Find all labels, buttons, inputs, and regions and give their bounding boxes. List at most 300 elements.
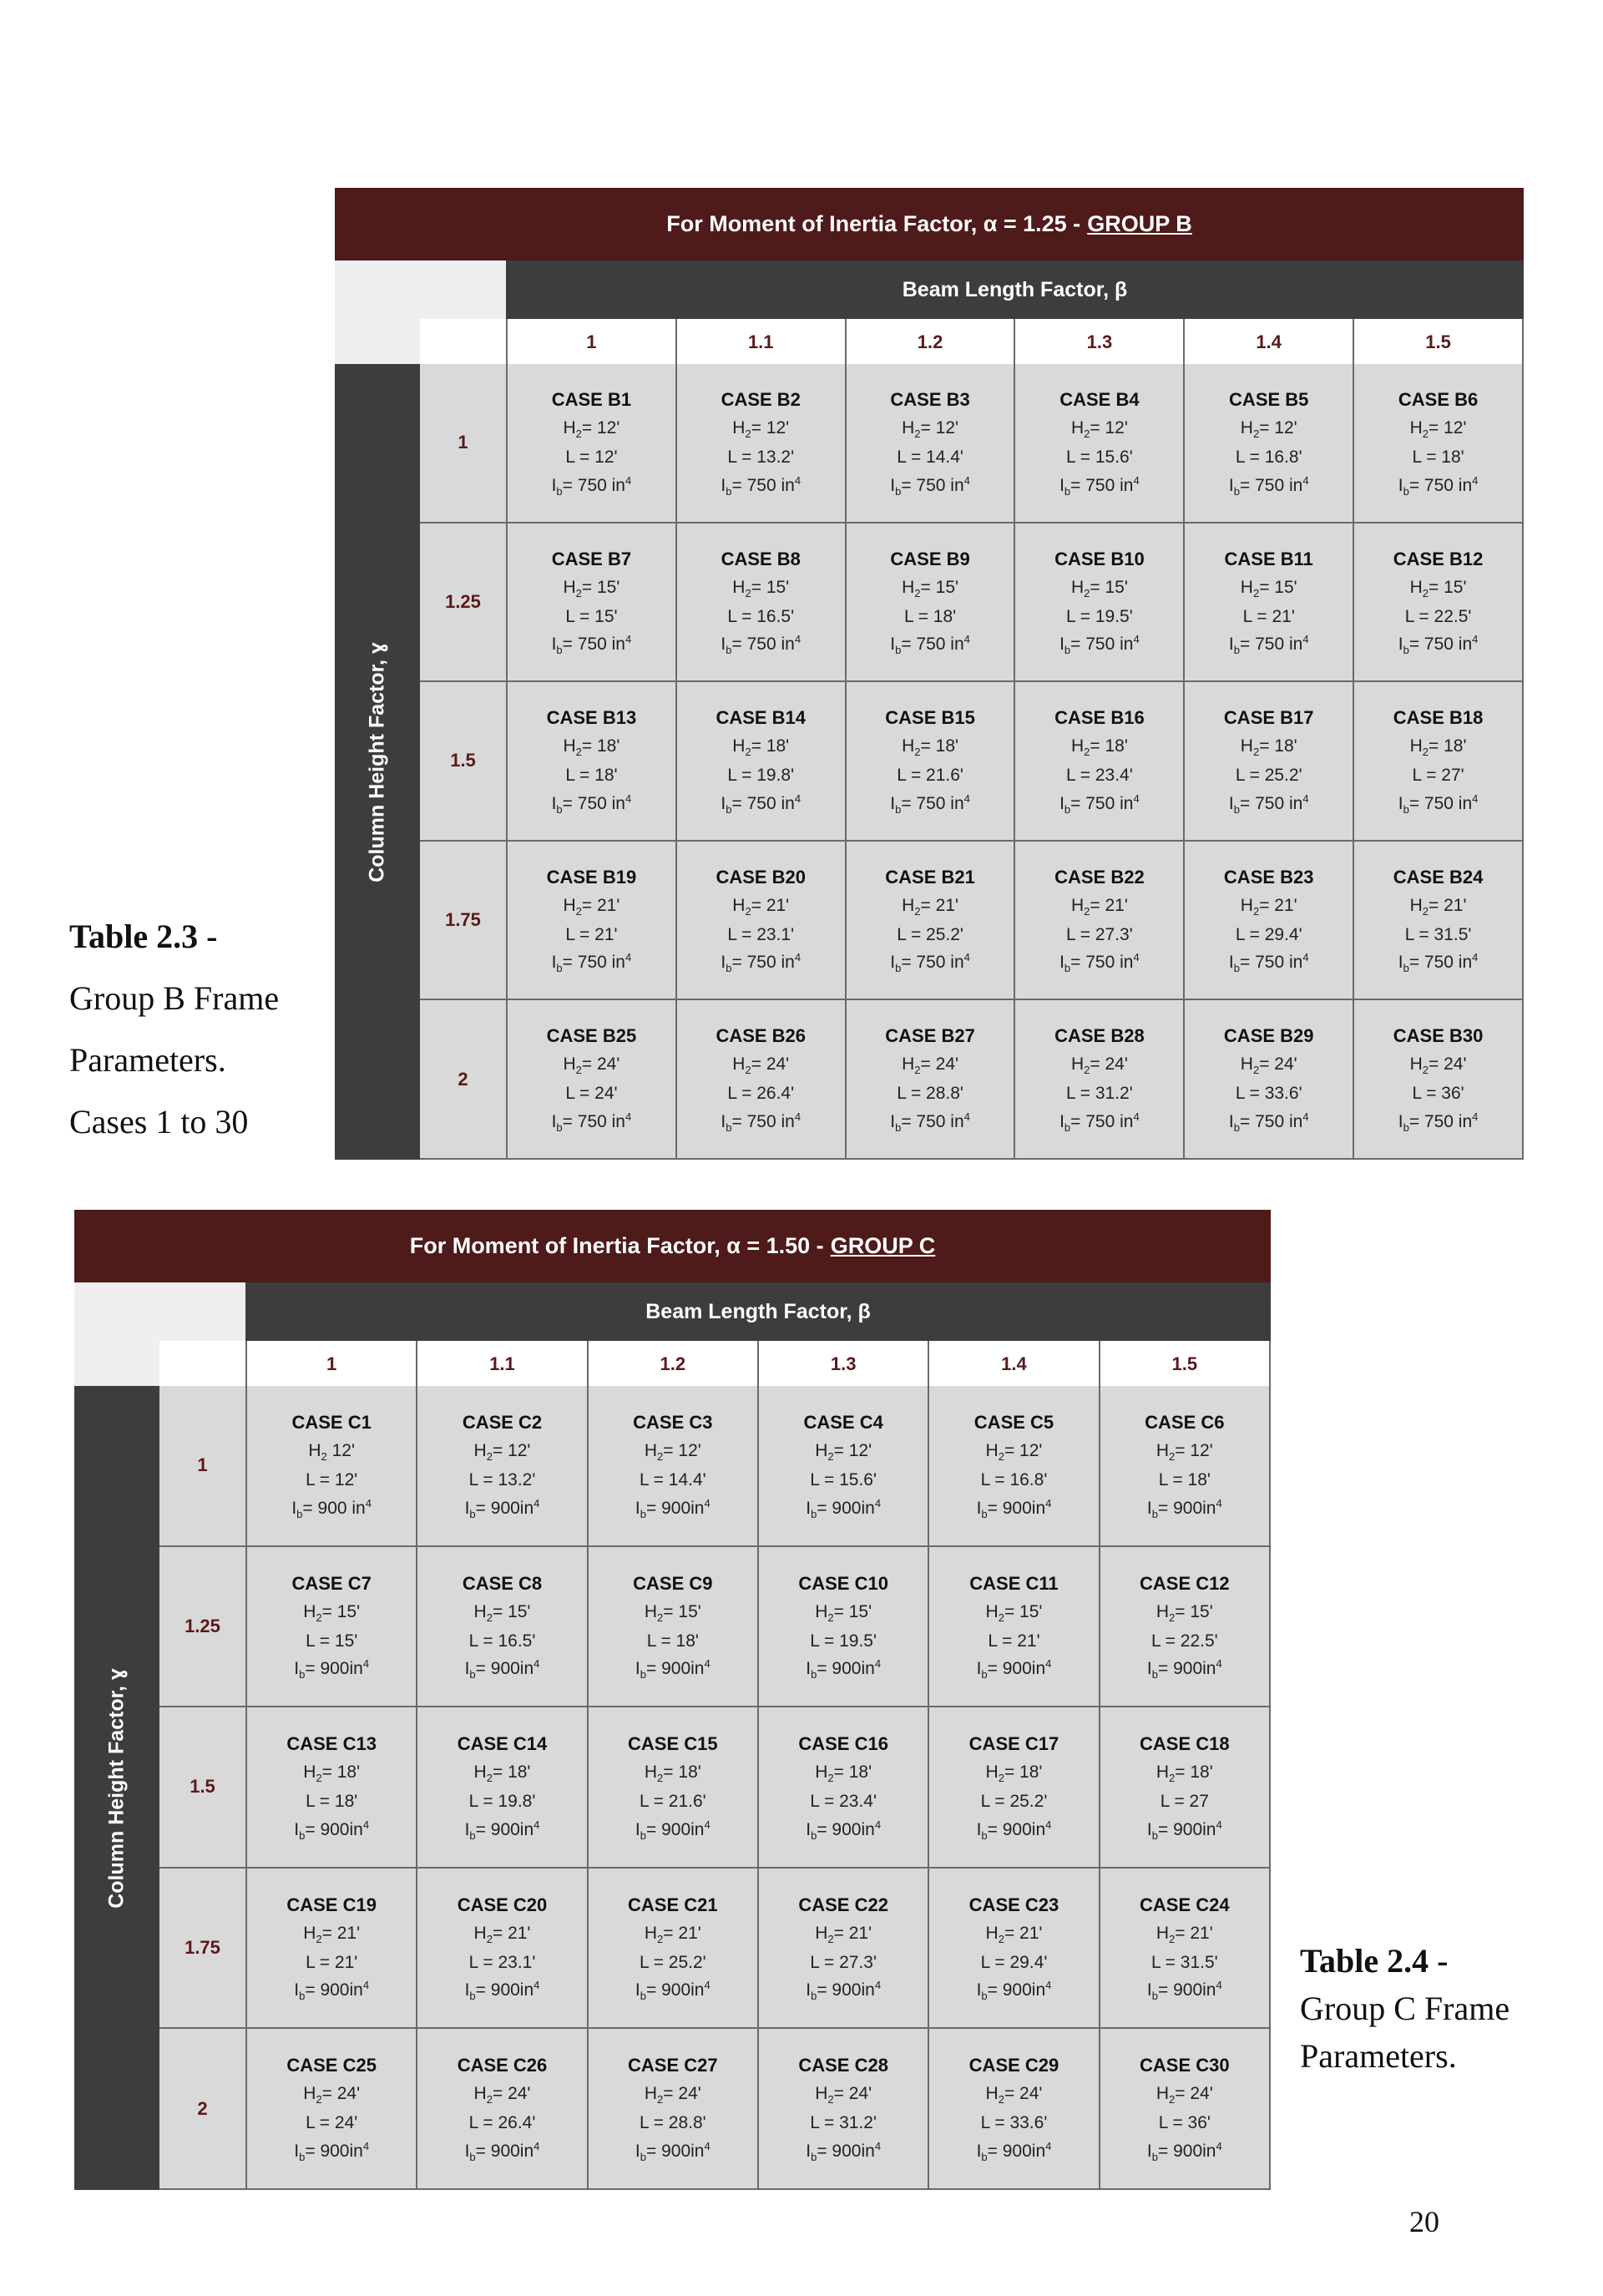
gamma-value: 1.5 (420, 682, 506, 840)
h-symbol: H (1070, 895, 1085, 915)
corner-white (159, 1341, 245, 1386)
case-name: CASE C11 (969, 1572, 1059, 1594)
beta-value: 1.5 (1353, 319, 1524, 366)
h-value: = 18' (1259, 736, 1297, 756)
h-subscript: 2 (486, 1611, 493, 1624)
beta-value: 1.4 (928, 1341, 1098, 1388)
inertia-line (465, 1976, 540, 2005)
case-cell (845, 523, 1014, 681)
h-symbol: H (473, 1923, 487, 1943)
beam-length-line: L = 29.4' (1235, 924, 1302, 944)
ib-symbol: I (806, 1819, 812, 1839)
h-value: = 21' (751, 895, 790, 915)
ib-symbol: I (1146, 1659, 1152, 1679)
ib-subscript: b (296, 1507, 303, 1520)
case-cell (1099, 2029, 1271, 2188)
ib-superscript: 4 (874, 1818, 882, 1831)
ib-symbol: I (464, 1498, 470, 1518)
case-cell (245, 1707, 416, 1867)
ib-value: = 900in (475, 1659, 534, 1679)
column-height-line (645, 1598, 701, 1627)
ib-subscript: b (895, 962, 902, 975)
beam-length-line: L = 18' (1158, 1470, 1211, 1490)
ib-symbol: I (464, 1980, 470, 2000)
ib-superscript: 4 (1472, 633, 1479, 646)
inertia-line (294, 2137, 369, 2167)
inertia-line (977, 1816, 1052, 1845)
ib-subscript: b (299, 1990, 306, 2003)
ib-subscript: b (1064, 484, 1071, 498)
h-value: = 15' (751, 577, 790, 597)
h-subscript: 2 (914, 427, 921, 441)
h-symbol: H (303, 1601, 316, 1621)
h-value: = 24' (751, 1054, 790, 1075)
inertia-line (977, 2137, 1052, 2167)
column-height-line (474, 2080, 531, 2109)
caption-title: Table 2.3 - (69, 918, 218, 955)
case-name: CASE B1 (551, 388, 632, 410)
beam-length-line: L = 22.5' (1150, 1631, 1218, 1651)
case-name: CASE B6 (1398, 388, 1479, 410)
h-symbol: H (732, 895, 746, 915)
h-value: = 12' (581, 418, 620, 438)
ib-superscript: 4 (533, 1657, 540, 1671)
column-height-line (474, 1598, 531, 1627)
case-name: CASE C17 (968, 1733, 1059, 1755)
h-subscript: 2 (745, 586, 751, 599)
ib-value: = 750 in (901, 793, 964, 813)
beam-length-line: L = 15.6' (810, 1470, 877, 1490)
case-name: CASE C12 (1140, 1572, 1230, 1594)
h-subscript: 2 (1252, 586, 1260, 599)
h-value: = 24' (1004, 2084, 1043, 2104)
ib-subscript: b (1403, 484, 1409, 498)
column-height-line (474, 1758, 531, 1788)
ib-subscript: b (1403, 803, 1409, 817)
ib-subscript: b (469, 1990, 476, 2003)
h-symbol: H (1155, 1441, 1170, 1461)
h-symbol: H (732, 577, 746, 597)
ib-symbol: I (1228, 475, 1234, 495)
h-symbol: H (1070, 736, 1085, 756)
ib-subscript: b (640, 1990, 646, 2003)
ib-symbol: I (1146, 2142, 1152, 2162)
ib-subscript: b (726, 644, 732, 657)
ib-value: = 900in (475, 2142, 534, 2162)
ib-value: = 750 in (1070, 475, 1134, 495)
ib-superscript: 4 (794, 951, 802, 964)
case-name: CASE C30 (1140, 2055, 1230, 2076)
ib-subscript: b (1233, 644, 1240, 657)
ib-value: = 900in (817, 1819, 875, 1839)
case-cell (1183, 682, 1353, 840)
h-symbol: H (1240, 577, 1253, 597)
beam-length-line: L = 12' (306, 1470, 358, 1490)
table-row (159, 1869, 1271, 2030)
ib-symbol: I (635, 1980, 640, 2000)
case-cell (416, 1547, 586, 1707)
ib-superscript: 4 (362, 1979, 370, 1992)
beam-length-line: L = 33.6' (980, 2113, 1048, 2133)
h-value: = 21' (1429, 895, 1467, 915)
case-cell (675, 364, 845, 522)
ib-symbol: I (1059, 475, 1064, 495)
column-height-line (563, 732, 619, 761)
ib-symbol: I (1059, 953, 1064, 973)
h-value: = 15' (492, 1601, 531, 1621)
h-value: = 12' (833, 1441, 872, 1461)
h-value: = 21' (1090, 895, 1128, 915)
inertia-line (635, 1816, 710, 1845)
h-symbol: H (902, 736, 915, 756)
ib-superscript: 4 (533, 1818, 540, 1831)
beam-length-line: L = 31.5' (1404, 924, 1472, 944)
inertia-line (1147, 1976, 1222, 2005)
caption-line: Parameters. (69, 1041, 226, 1079)
case-cell (928, 1386, 1098, 1545)
column-height-line (986, 1919, 1043, 1949)
ib-superscript: 4 (704, 1818, 710, 1831)
ib-subscript: b (640, 2151, 646, 2164)
ib-subscript: b (981, 1829, 988, 1843)
ib-value: = 900in (1157, 2142, 1216, 2162)
case-name: CASE B7 (551, 548, 632, 569)
ib-value: = 900in (475, 1498, 534, 1518)
h-symbol: H (1240, 895, 1253, 915)
ib-symbol: I (806, 2142, 812, 2162)
h-subscript: 2 (316, 1611, 322, 1624)
h-value: = 18' (581, 736, 620, 756)
h-value: = 24' (1429, 1054, 1467, 1075)
beta-value: 1.3 (757, 1341, 928, 1388)
h-value: = 18' (1429, 736, 1467, 756)
caption-line: Cases 1 to 30 (69, 1103, 249, 1140)
inertia-line (890, 472, 970, 501)
h-subscript: 2 (657, 1450, 664, 1464)
h-symbol: H (732, 1054, 746, 1075)
case-name: CASE C25 (286, 2055, 377, 2076)
beam-length-line: L = 24' (565, 1084, 618, 1104)
ib-symbol: I (890, 953, 896, 973)
h-symbol: H (985, 1441, 999, 1461)
ib-superscript: 4 (1302, 473, 1309, 487)
h-subscript: 2 (1422, 586, 1429, 599)
h-value: = 12' (1175, 1441, 1213, 1461)
h-value: = 24' (1259, 1054, 1297, 1075)
ib-superscript: 4 (1472, 1110, 1479, 1124)
ib-superscript: 4 (625, 951, 632, 964)
case-name: CASE B12 (1393, 548, 1484, 569)
ib-superscript: 4 (1216, 1657, 1222, 1671)
h-value: 12' (326, 1441, 355, 1461)
ib-superscript: 4 (1216, 1979, 1222, 1992)
h-subscript: 2 (1169, 1611, 1176, 1624)
case-name: CASE C26 (457, 2055, 548, 2076)
column-height-line (1410, 1050, 1467, 1080)
inertia-line (552, 1108, 632, 1137)
case-name: CASE C22 (798, 1894, 888, 1915)
ib-subscript: b (895, 484, 902, 498)
beam-length-line: L = 16.8' (1235, 448, 1302, 468)
case-name: CASE C18 (1140, 1733, 1230, 1755)
column-height-line (986, 1437, 1043, 1466)
case-cell (928, 2029, 1098, 2188)
ib-superscript: 4 (704, 1496, 710, 1510)
ib-value: = 750 in (562, 953, 625, 973)
column-height-header (74, 1386, 159, 2190)
inertia-line (635, 1976, 710, 2005)
case-cell (587, 1869, 757, 2028)
inertia-line (1059, 630, 1140, 660)
case-cell (506, 682, 675, 840)
h-symbol: H (644, 1762, 658, 1783)
ib-value: = 750 in (901, 635, 964, 655)
case-name: CASE C16 (798, 1733, 888, 1755)
beam-length-line: L = 15' (306, 1631, 358, 1651)
case-name: CASE B9 (890, 548, 970, 569)
ib-symbol: I (1146, 1498, 1152, 1518)
h-subscript: 2 (316, 1772, 322, 1785)
inertia-line (465, 1816, 540, 1845)
inertia-line (291, 1494, 372, 1524)
inertia-line (806, 2137, 881, 2167)
beam-length-line: L = 21.6' (897, 766, 963, 786)
beam-length-line: L = 22.5' (1404, 606, 1472, 626)
h-symbol: H (563, 577, 576, 597)
column-height-line (1071, 1050, 1128, 1080)
ib-superscript: 4 (362, 1657, 370, 1671)
column-height-line (563, 1050, 619, 1080)
column-height-line (1071, 574, 1128, 603)
h-subscript: 2 (321, 1450, 327, 1464)
case-name: CASE C21 (628, 1894, 718, 1915)
ib-subscript: b (556, 484, 563, 498)
h-symbol: H (1240, 736, 1253, 756)
column-height-line (1241, 1050, 1297, 1080)
h-subscript: 2 (827, 1611, 834, 1624)
gamma-value: 1 (420, 364, 506, 522)
ib-symbol: I (551, 793, 557, 813)
ib-subscript: b (556, 1121, 563, 1135)
h-subscript: 2 (657, 1933, 664, 1946)
ib-symbol: I (464, 1659, 470, 1679)
ib-subscript: b (640, 1507, 646, 1520)
ib-superscript: 4 (1133, 633, 1140, 646)
beam-length-line: L = 16.5' (468, 1631, 536, 1651)
h-value: = 15' (581, 577, 620, 597)
h-symbol: H (1409, 418, 1423, 438)
h-subscript: 2 (827, 1450, 834, 1464)
ib-subscript: b (895, 644, 902, 657)
h-value: = 15' (321, 1601, 361, 1621)
case-name: CASE C19 (286, 1894, 377, 1915)
table-title-bar (335, 188, 1524, 260)
ib-superscript: 4 (874, 1496, 882, 1510)
ib-subscript: b (1233, 1121, 1240, 1135)
inertia-line (721, 472, 801, 501)
ib-superscript: 4 (1302, 1110, 1309, 1124)
h-symbol: H (1155, 1601, 1170, 1621)
case-cell (1353, 523, 1524, 681)
case-name: CASE B5 (1229, 388, 1309, 410)
ib-symbol: I (294, 2142, 300, 2162)
inertia-line (1229, 472, 1309, 501)
case-name: CASE B22 (1054, 866, 1145, 888)
beam-length-line: L = 13.2' (727, 448, 795, 468)
ib-value: = 900in (817, 1659, 875, 1679)
case-name: CASE C5 (973, 1411, 1054, 1433)
case-cell (1183, 842, 1353, 999)
inertia-line (1229, 1108, 1309, 1137)
h-symbol: H (1070, 418, 1085, 438)
case-name: CASE C14 (457, 1733, 548, 1755)
ib-symbol: I (464, 1819, 470, 1839)
ib-symbol: I (551, 635, 557, 655)
h-value: = 15' (1004, 1601, 1043, 1621)
ib-value: = 750 in (562, 475, 625, 495)
ib-symbol: I (291, 1498, 297, 1518)
case-cell (1099, 1386, 1271, 1545)
h-value: = 18' (833, 1762, 872, 1783)
beta-value: 1.5 (1099, 1341, 1271, 1388)
case-name: CASE C28 (798, 2055, 888, 2076)
h-value: = 24' (920, 1054, 959, 1075)
ib-symbol: I (890, 1112, 896, 1132)
column-height-line (732, 892, 789, 921)
ib-symbol: I (890, 635, 896, 655)
inertia-line (721, 630, 801, 660)
ib-value: = 900in (305, 1819, 363, 1839)
column-height-line (986, 1598, 1043, 1627)
h-subscript: 2 (486, 1933, 493, 1946)
table-row (420, 1000, 1524, 1160)
beam-length-line: L = 19.8' (727, 766, 795, 786)
h-value: = 15' (1090, 577, 1128, 597)
beta-factor-row (245, 1341, 1271, 1389)
column-height-line (1156, 2080, 1213, 2109)
inertia-line (977, 1976, 1052, 2005)
h-symbol: H (644, 1441, 658, 1461)
ib-symbol: I (1059, 793, 1064, 813)
case-name: CASE B20 (716, 866, 807, 888)
h-value: = 12' (920, 418, 959, 438)
case-name: CASE C13 (286, 1733, 377, 1755)
ib-subscript: b (1151, 1507, 1158, 1520)
h-symbol: H (303, 2084, 316, 2104)
case-cell (416, 1707, 586, 1867)
case-cell (587, 1547, 757, 1707)
h-value: = 12' (1259, 418, 1297, 438)
ib-superscript: 4 (1302, 951, 1309, 964)
h-subscript: 2 (1169, 1450, 1176, 1464)
inertia-line (806, 1655, 881, 1684)
column-height-line (815, 2080, 872, 2109)
inertia-line (890, 630, 970, 660)
h-subscript: 2 (1252, 905, 1260, 918)
case-cell (845, 1000, 1014, 1158)
ib-value: = 750 in (1070, 635, 1134, 655)
ib-symbol: I (635, 2142, 640, 2162)
h-subscript: 2 (1169, 1933, 1176, 1946)
column-height-line (902, 892, 958, 921)
column-height-line (986, 1758, 1043, 1788)
h-value: = 21' (833, 1923, 872, 1943)
h-value: = 21' (1004, 1923, 1043, 1943)
beam-length-line: L = 15.6' (1066, 448, 1133, 468)
case-name: CASE B28 (1054, 1025, 1145, 1047)
ib-symbol: I (1398, 953, 1403, 973)
ib-superscript: 4 (1133, 473, 1140, 487)
inertia-line (465, 1655, 540, 1684)
column-height-line (1241, 732, 1297, 761)
beam-length-line: L = 27.3' (1066, 924, 1133, 944)
case-cell (1014, 364, 1183, 522)
column-height-header (335, 364, 420, 1160)
case-name: CASE B4 (1059, 388, 1140, 410)
ib-symbol: I (551, 475, 557, 495)
h-value: = 18' (1090, 736, 1128, 756)
case-cell (1014, 523, 1183, 681)
ib-symbol: I (551, 953, 557, 973)
beam-length-line: L = 18' (903, 606, 957, 626)
column-height-line (303, 2080, 360, 2109)
table-group-label: GROUP B (1087, 211, 1192, 236)
h-symbol: H (985, 1923, 999, 1943)
gamma-value: 1.25 (159, 1547, 245, 1707)
ib-symbol: I (976, 1980, 982, 2000)
h-value: = 15' (1429, 577, 1467, 597)
beam-length-header: Beam Length Factor, β (245, 1282, 1271, 1341)
gamma-value: 1.25 (420, 523, 506, 681)
ib-superscript: 4 (625, 633, 632, 646)
h-value: = 24' (492, 2084, 531, 2104)
h-value: = 15' (1259, 577, 1297, 597)
h-value: = 15' (920, 577, 959, 597)
h-symbol: H (473, 1601, 487, 1621)
beam-length-line: L = 18' (646, 1631, 699, 1651)
h-subscript: 2 (1084, 905, 1090, 918)
case-cell (1014, 842, 1183, 999)
h-value: = 24' (663, 2084, 701, 2104)
inertia-line (552, 630, 632, 660)
column-height-line (732, 1050, 789, 1080)
ib-subscript: b (1403, 1121, 1409, 1135)
ib-value: = 900in (475, 1980, 534, 2000)
h-value: = 21' (1259, 895, 1297, 915)
beam-length-header: Beam Length Factor, β (506, 260, 1524, 319)
ib-value: = 750 in (1070, 793, 1134, 813)
h-value: = 12' (751, 418, 790, 438)
ib-subscript: b (556, 644, 563, 657)
case-name: CASE B10 (1054, 548, 1145, 569)
ib-value: = 900in (305, 1980, 363, 2000)
inertia-line (721, 790, 801, 819)
h-subscript: 2 (998, 2093, 1004, 2106)
gamma-value: 2 (159, 2029, 245, 2188)
corner-white (420, 319, 506, 364)
ib-subscript: b (640, 1829, 646, 1843)
h-symbol: H (1240, 1054, 1253, 1075)
h-subscript: 2 (486, 1772, 493, 1785)
column-height-line (732, 414, 789, 443)
ib-value: = 750 in (562, 635, 625, 655)
column-height-line (563, 892, 619, 921)
h-subscript: 2 (745, 427, 751, 441)
ib-symbol: I (890, 793, 896, 813)
ib-subscript: b (1151, 2151, 1158, 2164)
h-symbol: H (644, 1601, 658, 1621)
h-subscript: 2 (745, 1064, 751, 1077)
